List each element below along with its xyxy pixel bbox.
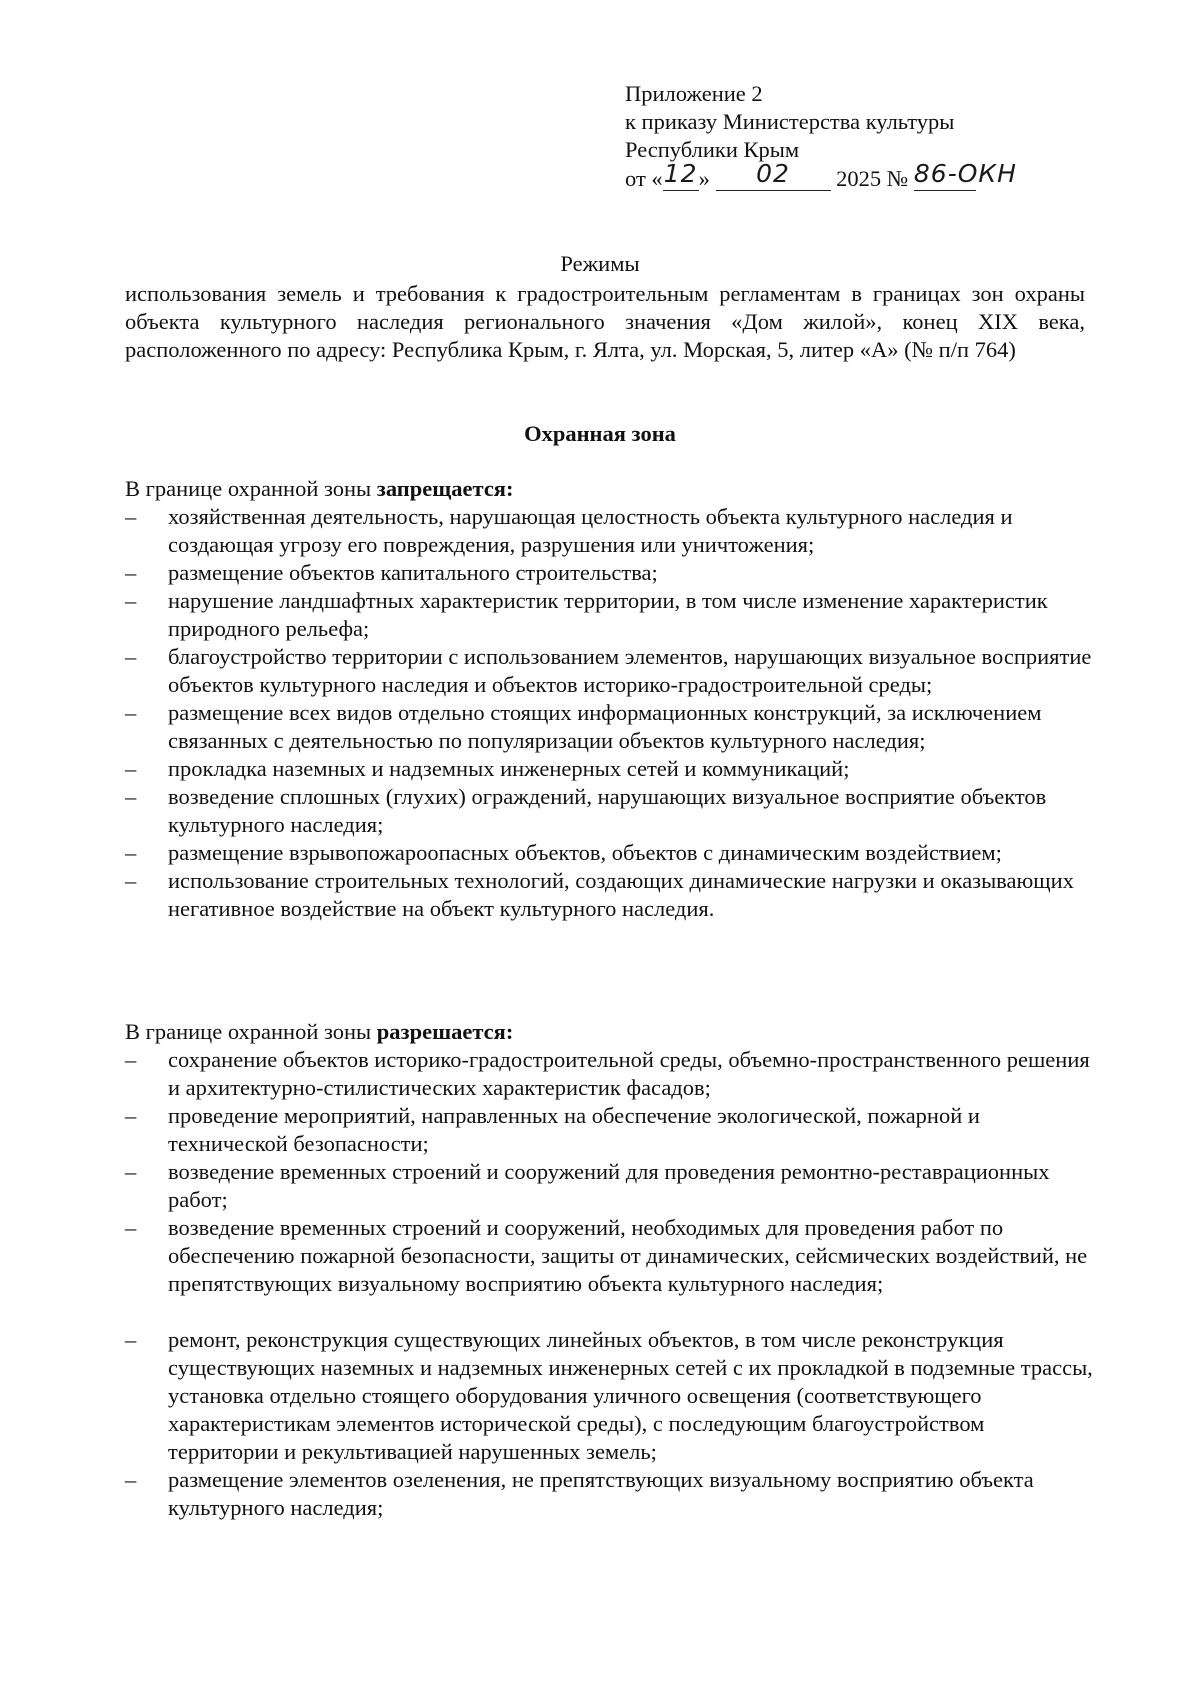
month-blank bbox=[716, 159, 831, 191]
list-item bbox=[125, 503, 1100, 559]
list-item-text: прокладка наземных и надземных инженерных сетей и коммуникаций; bbox=[168, 756, 850, 781]
list-item bbox=[125, 867, 1100, 923]
list-item bbox=[125, 783, 1100, 839]
allowed-intro-bold: разрешается: bbox=[376, 1019, 514, 1044]
allowed-intro-text: В границе охранной зоны bbox=[125, 1019, 377, 1044]
list-item-text: размещение объектов капитального строительства; bbox=[168, 560, 658, 585]
list-item-text: сохранение объектов историко-градостроительной среды, объемно-пространственного решения и архитектурно-стилистических характеристик фасадов; bbox=[168, 1047, 1090, 1100]
dash-marker: – bbox=[125, 1467, 137, 1492]
list-item-text: благоустройство территории с использованием элементов, нарушающих визуальное восприятие объектов культурного наследия и объектов историко-градостроительной среды; bbox=[168, 644, 1092, 697]
dash-marker: – bbox=[125, 1215, 137, 1240]
list-item bbox=[125, 699, 1100, 755]
dash-marker: – bbox=[125, 784, 137, 809]
dash-marker: – bbox=[125, 840, 137, 865]
section-heading: Охранная зона bbox=[524, 421, 676, 446]
handwritten-number: 86-ОКН bbox=[913, 159, 1017, 188]
allowed-list bbox=[125, 1046, 1100, 1522]
list-item-text: размещение взрывопожароопасных объектов, объектов с динамическим воздействием; bbox=[168, 840, 1002, 865]
list-item-text: нарушение ландшафтных характеристик территории, в том числе изменение характеристик природного рельефа; bbox=[168, 588, 1048, 641]
list-item bbox=[125, 643, 1100, 699]
list-item-text: возведение временных строений и сооружений для проведения ремонтно-реставрационных работ; bbox=[168, 1159, 1050, 1212]
list-item bbox=[125, 1102, 1100, 1158]
list-item bbox=[125, 559, 1100, 587]
handwritten-month: 02 bbox=[756, 159, 790, 188]
list-item-text: возведение временных строений и сооружений, необходимых для проведения работ по обеспечению пожарной безопасности, защиты от динамических, сейсмических воздействий, не препятствующих визуальному восприятию объекта культурного наследия; bbox=[168, 1215, 1088, 1296]
dash-marker: – bbox=[125, 560, 137, 585]
list-item bbox=[125, 755, 1100, 783]
year-and-number-label: 2025 № bbox=[836, 166, 909, 191]
document-title: Режимы bbox=[560, 251, 640, 276]
list-item bbox=[125, 839, 1100, 867]
document-subtitle: использования земель и требования к градостроительным регламентам в границах зон охраны объекта культурного наследия регионального значения «Дом жилой», конец XIX века, расположенного по адресу: Республика Крым, г. Ялта, ул. Морская, 5, литер «А» (№ п/п 764) bbox=[125, 281, 1085, 362]
allowed-section bbox=[125, 1018, 1100, 1522]
date-mid: » bbox=[698, 166, 710, 191]
number-blank bbox=[913, 159, 1017, 191]
list-item bbox=[125, 1158, 1100, 1214]
prohibited-list bbox=[125, 503, 1100, 923]
appendix-date-line bbox=[625, 159, 1145, 192]
appendix-line-3: Республики Крым bbox=[625, 137, 800, 162]
dash-marker: – bbox=[125, 1159, 137, 1184]
appendix-line-2: к приказу Министерства культуры bbox=[625, 109, 955, 134]
list-item bbox=[125, 1466, 1100, 1522]
day-blank bbox=[663, 159, 699, 191]
dash-marker: – bbox=[125, 756, 137, 781]
list-item-text: использование строительных технологий, создающих динамические нагрузки и оказывающих негативное воздействие на объект культурного наследия. bbox=[168, 868, 1074, 921]
dash-marker: – bbox=[125, 1327, 137, 1352]
list-item-text: возведение сплошных (глухих) ограждений, нарушающих визуальное восприятие объектов культурного наследия; bbox=[168, 784, 1047, 837]
dash-marker: – bbox=[125, 644, 137, 669]
handwritten-day: 12 bbox=[663, 159, 698, 188]
prohibited-intro bbox=[125, 475, 1100, 503]
dash-marker: – bbox=[125, 1047, 137, 1072]
list-item-text: ремонт, реконструкция существующих линейных объектов, в том числе реконструкция существующих наземных и надземных инженерных сетей с их прокладкой в подземные трассы, установка отдельно стоящего оборудования уличного освещения (соответствующего характеристикам элементов исторической среды), с последующим благоустройством территории и рекультивацией нарушенных земель; bbox=[168, 1327, 1093, 1464]
allowed-intro bbox=[125, 1018, 1100, 1046]
dash-marker: – bbox=[125, 1103, 137, 1128]
appendix-header bbox=[625, 80, 1145, 192]
list-item-text: размещение всех видов отдельно стоящих информационных конструкций, за исключением связанных с деятельностью по популяризации объектов культурного наследия; bbox=[168, 700, 1042, 753]
list-item-text: размещение элементов озеленения, не препятствующих визуальному восприятию объекта культурного наследия; bbox=[168, 1467, 1034, 1520]
list-item bbox=[125, 1214, 1100, 1298]
list-item-text: хозяйственная деятельность, нарушающая целостность объекта культурного наследия и создающая угрозу его повреждения, разрушения или уничтожения; bbox=[168, 504, 1013, 557]
date-prefix: от « bbox=[625, 166, 663, 191]
dash-marker: – bbox=[125, 504, 137, 529]
list-item bbox=[125, 587, 1100, 643]
list-item bbox=[125, 1326, 1100, 1466]
prohibited-intro-bold: запрещается: bbox=[376, 476, 514, 501]
dash-marker: – bbox=[125, 868, 137, 893]
appendix-line-1: Приложение 2 bbox=[625, 81, 763, 106]
list-item bbox=[125, 1046, 1100, 1102]
list-item-text: проведение мероприятий, направленных на обеспечение экологической, пожарной и технической безопасности; bbox=[168, 1103, 980, 1156]
prohibited-section bbox=[125, 475, 1100, 923]
prohibited-intro-text: В границе охранной зоны bbox=[125, 476, 377, 501]
dash-marker: – bbox=[125, 588, 137, 613]
dash-marker: – bbox=[125, 700, 137, 725]
